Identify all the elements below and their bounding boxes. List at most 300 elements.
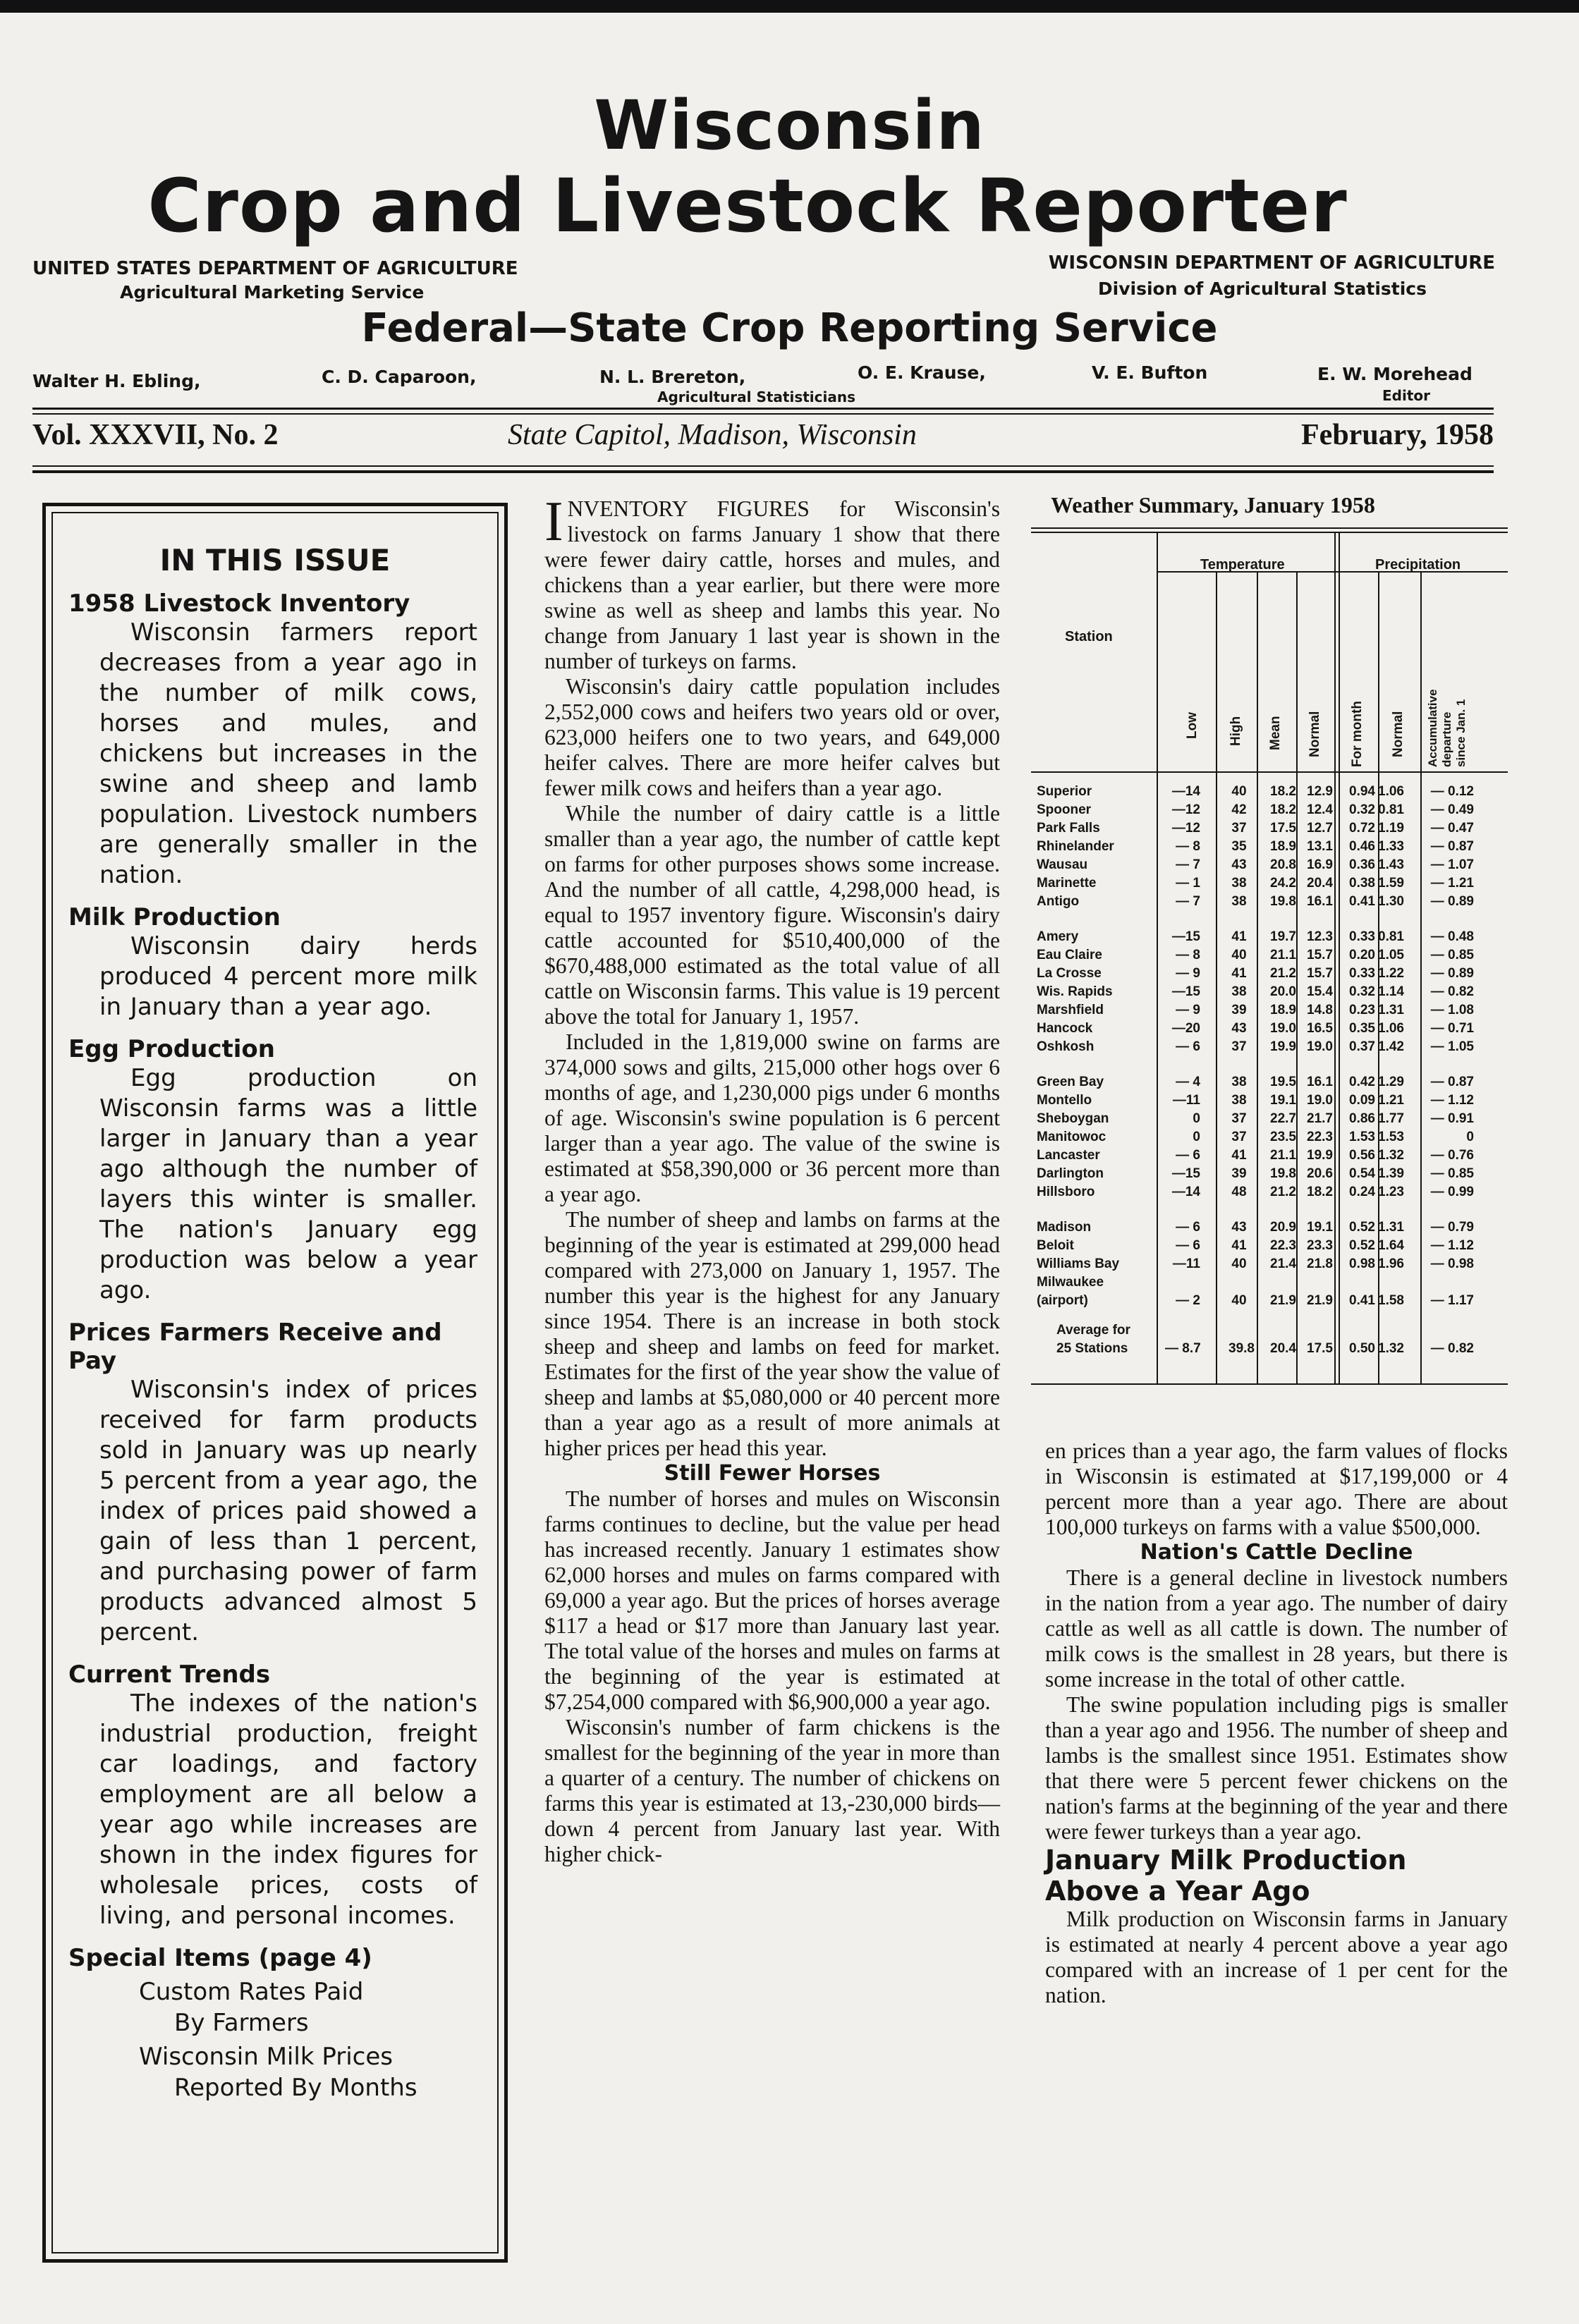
- precip-normal: 1.53: [1378, 1130, 1404, 1144]
- precip-normal: 1.14: [1378, 984, 1404, 999]
- temp-low: 0: [1193, 1130, 1200, 1144]
- temp-high: 37: [1231, 1130, 1247, 1144]
- staff-caparoon: C. D. Caparoon,: [322, 367, 477, 387]
- temp-high: 39: [1231, 1166, 1247, 1181]
- in-this-issue-box: [42, 503, 508, 2263]
- temp-normal: 15.7: [1307, 966, 1333, 981]
- weather-row: [1031, 819, 1508, 838]
- issue-heading-special: Special Items (page 4): [68, 1944, 372, 1972]
- ws-rule: [1031, 771, 1508, 773]
- temp-high: 48: [1231, 1185, 1247, 1199]
- precip-normal: 1.31: [1378, 1220, 1404, 1235]
- header-precipitation: Precipitation: [1375, 557, 1461, 573]
- temp-low: —14: [1171, 784, 1200, 799]
- precip-normal: 1.58: [1378, 1293, 1404, 1308]
- temp-mean: 23.5: [1270, 1130, 1296, 1144]
- station-name: Eau Claire: [1037, 948, 1102, 962]
- precip-month: 0.41: [1349, 1293, 1375, 1308]
- special-item-1: Custom Rates Paid: [139, 1978, 364, 2006]
- precip-month: 0.46: [1349, 839, 1375, 854]
- weather-row: [1031, 1165, 1508, 1183]
- article-paragraph-milk: Milk production on Wisconsin farms in January is estimated at nearly 4 percent above a year ago compared with an increase of 1 per cent for the nation.: [1045, 1907, 1508, 2007]
- header-high: High: [1229, 716, 1243, 746]
- station-name: Rhinelander: [1037, 839, 1114, 854]
- weather-row: [1031, 1146, 1508, 1165]
- temp-high: 38: [1231, 876, 1247, 891]
- station-name: Madison: [1037, 1220, 1092, 1235]
- ws-rule: [1031, 1383, 1508, 1385]
- precip-departure: — 0.48: [1430, 929, 1474, 944]
- article-paragraph-flock-values: en prices than a year ago, the farm values of flocks in Wisconsin is estimated at $17,199,000 or 4 percent more than a year ago. There are about 100,000 turkeys on farms with a value $500,000.: [1045, 1438, 1508, 1539]
- masthead-rule-bottom: [32, 470, 1494, 473]
- temp-mean: 19.7: [1270, 929, 1296, 944]
- precip-normal: 1.64: [1378, 1238, 1404, 1253]
- header-for-month: For month: [1350, 701, 1365, 767]
- precip-month: 0.23: [1349, 1003, 1375, 1017]
- station-name: Park Falls: [1037, 821, 1100, 836]
- average-row: [1031, 1340, 1508, 1358]
- temp-normal: 15.4: [1307, 984, 1333, 999]
- weather-row: [1031, 928, 1508, 946]
- weather-row: [1031, 1091, 1508, 1110]
- temp-high: 35: [1231, 839, 1247, 854]
- precip-departure: — 0.79: [1430, 1220, 1474, 1235]
- station-name: La Crosse: [1037, 966, 1102, 981]
- precip-normal: 1.30: [1378, 894, 1404, 909]
- issue-heading-egg: Egg Production: [68, 1035, 275, 1063]
- station-name: Manitowoc: [1037, 1130, 1106, 1144]
- temp-mean: 20.0: [1270, 984, 1296, 999]
- precip-month: 0.32: [1349, 984, 1375, 999]
- average-label-row: [1031, 1321, 1508, 1340]
- precip-departure: — 0.87: [1430, 1075, 1474, 1089]
- temp-high: 42: [1231, 802, 1247, 817]
- precip-month: 0.36: [1349, 857, 1375, 872]
- temp-mean: 21.9: [1270, 1293, 1296, 1308]
- temp-low: — 8: [1176, 948, 1200, 962]
- temp-high: 38: [1231, 1093, 1247, 1108]
- header-precip-normal: Normal: [1391, 711, 1406, 757]
- precip-departure: — 0.76: [1430, 1148, 1474, 1163]
- weather-row: [1031, 965, 1508, 983]
- precip-month: 0.20: [1349, 948, 1375, 962]
- precip-month: 0.86: [1349, 1111, 1375, 1126]
- subhead-horses: Still Fewer Horses: [664, 1461, 881, 1486]
- in-this-issue-title: IN THIS ISSUE: [159, 543, 391, 577]
- header-departure: departure: [1440, 711, 1453, 767]
- wda-label: WISCONSIN DEPARTMENT OF AGRICULTURE: [1048, 252, 1495, 274]
- temp-normal: 12.9: [1307, 784, 1333, 799]
- special-item-4: Reported By Months: [174, 2074, 417, 2102]
- weather-row: [1031, 893, 1508, 911]
- average-precip-normal: 1.32: [1378, 1341, 1404, 1356]
- precip-normal: 1.59: [1378, 876, 1404, 891]
- temp-low: — 6: [1176, 1039, 1200, 1054]
- temp-mean: 19.0: [1270, 1021, 1296, 1036]
- staff-bufton: V. E. Bufton: [1092, 362, 1208, 383]
- temp-low: —12: [1171, 802, 1200, 817]
- temp-high: 40: [1231, 1256, 1247, 1271]
- temp-normal: 23.3: [1307, 1238, 1333, 1253]
- average-precip-departure: — 0.82: [1430, 1341, 1474, 1356]
- temp-normal: 13.1: [1307, 839, 1333, 854]
- precip-month: 0.33: [1349, 966, 1375, 981]
- top-edge-bar: [0, 0, 1579, 13]
- temp-low: —11: [1172, 1093, 1200, 1108]
- precip-month: 0.98: [1349, 1256, 1375, 1271]
- temp-normal: 12.7: [1307, 821, 1333, 836]
- in-this-issue-content: [68, 589, 477, 2103]
- weather-row: [1031, 1255, 1508, 1273]
- average-station-name: 25 Stations: [1056, 1341, 1128, 1356]
- average-label: Average for: [1056, 1323, 1130, 1338]
- temp-low: —15: [1171, 984, 1200, 999]
- subhead-nation-cattle: Nation's Cattle Decline: [1140, 1540, 1413, 1565]
- article-paragraph-chickens: Wisconsin's number of farm chickens is the smallest for the beginning of the year in more than a quarter of a century. The number of chickens on farms this year is estimated at 13,-230,000 birds—down 4 percent from January last year. With higher chick-: [544, 1715, 1000, 1866]
- station-name: Beloit: [1037, 1238, 1074, 1253]
- temp-high: 38: [1231, 894, 1247, 909]
- precip-departure: — 1.17: [1430, 1293, 1474, 1308]
- temp-high: 41: [1231, 1238, 1247, 1253]
- station-name: Marinette: [1037, 876, 1097, 891]
- precip-normal: 1.06: [1378, 1021, 1404, 1036]
- temp-high: 38: [1231, 1075, 1247, 1089]
- temp-mean: 20.9: [1270, 1220, 1296, 1235]
- temp-high: 37: [1231, 821, 1247, 836]
- temp-high: 39: [1231, 1003, 1247, 1017]
- precip-month: 0.54: [1349, 1166, 1375, 1181]
- precip-departure: — 0.85: [1430, 948, 1474, 962]
- temp-normal: 12.4: [1307, 802, 1333, 817]
- temp-low: — 6: [1176, 1220, 1200, 1235]
- temp-normal: 16.1: [1307, 1075, 1333, 1089]
- precip-month: 1.53: [1349, 1130, 1375, 1144]
- station-name: Milwaukee: [1037, 1275, 1104, 1290]
- precip-normal: 1.06: [1378, 784, 1404, 799]
- issue-text-egg: Egg production on Wisconsin farms was a little larger in January than a year ago although the number of layers this winter is smaller. The nation's January egg production was below a year ago.: [99, 1064, 477, 1304]
- temp-normal: 20.6: [1307, 1166, 1333, 1181]
- precip-normal: 1.33: [1378, 839, 1404, 854]
- temp-low: — 7: [1176, 894, 1200, 909]
- staff-brereton: N. L. Brereton,: [599, 367, 746, 387]
- weather-row: [1031, 1020, 1508, 1038]
- temp-mean: 19.5: [1270, 1075, 1296, 1089]
- issue-date: February, 1958: [1301, 419, 1494, 451]
- weather-row: [1031, 1237, 1508, 1255]
- temp-low: —15: [1171, 1166, 1200, 1181]
- staff-morehead: E. W. Morehead: [1317, 364, 1473, 384]
- precip-normal: 0.81: [1378, 929, 1404, 944]
- station-name: Hancock: [1037, 1021, 1093, 1036]
- temp-high: 43: [1231, 1220, 1247, 1235]
- station-name: Wausau: [1037, 857, 1088, 872]
- station-name: Williams Bay: [1037, 1256, 1120, 1271]
- issue-text-trends: The indexes of the nation's industrial production, freight car loadings, and factory employment are all below a year ago while increases are shown in the index figures for wholesale prices, costs of living, and personal incomes.: [99, 1689, 477, 1930]
- precip-normal: 1.42: [1378, 1039, 1404, 1054]
- weather-row: [1031, 1128, 1508, 1146]
- precip-month: 0.38: [1349, 876, 1375, 891]
- weather-row: [1031, 801, 1508, 819]
- temp-normal: 19.9: [1307, 1148, 1333, 1163]
- temp-normal: 21.8: [1307, 1256, 1333, 1271]
- temp-mean: 21.2: [1270, 1185, 1296, 1199]
- temp-mean: 18.9: [1270, 839, 1296, 854]
- volume-number: Vol. XXXVII, No. 2: [32, 419, 279, 451]
- precip-departure: — 1.21: [1430, 876, 1474, 891]
- header-low: Low: [1185, 712, 1200, 739]
- temp-high: 41: [1231, 1148, 1247, 1163]
- temp-mean: 19.8: [1270, 1166, 1296, 1181]
- precip-normal: 1.29: [1378, 1075, 1404, 1089]
- masthead-rule-top-thin: [32, 413, 1494, 415]
- temp-mean: 24.2: [1270, 876, 1296, 891]
- temp-mean: 20.8: [1270, 857, 1296, 872]
- temp-mean: 19.1: [1270, 1093, 1296, 1108]
- temp-mean: 21.1: [1270, 1148, 1296, 1163]
- publication-location: State Capitol, Madison, Wisconsin: [508, 419, 917, 451]
- issue-text-milk: Wisconsin dairy herds produced 4 percent more milk in January than a year ago.: [99, 932, 477, 1021]
- precip-departure: — 1.08: [1430, 1003, 1474, 1017]
- precip-normal: 1.21: [1378, 1093, 1404, 1108]
- temp-mean: 18.2: [1270, 802, 1296, 817]
- temp-normal: 19.0: [1307, 1039, 1333, 1054]
- temp-normal: 15.7: [1307, 948, 1333, 962]
- article-paragraph-nation-2: The swine population including pigs is smaller than a year ago and 1956. The number of sheep and lambs is the smallest since 1951. Estimates show that there were 5 percent fewer chickens on the nation's farms at the beginning of the year and there were fewer turkeys than a year ago.: [1045, 1692, 1508, 1844]
- temp-normal: 16.9: [1307, 857, 1333, 872]
- temp-mean: 18.2: [1270, 784, 1296, 799]
- header-accumulative: Accumulative: [1426, 689, 1439, 767]
- temp-high: 40: [1231, 784, 1247, 799]
- station-name: Lancaster: [1037, 1148, 1100, 1163]
- precip-normal: 1.39: [1378, 1166, 1404, 1181]
- masthead-title-line2: Crop and Livestock Reporter: [147, 163, 1348, 249]
- issue-heading-trends: Current Trends: [68, 1661, 271, 1689]
- precip-month: 0.52: [1349, 1220, 1375, 1235]
- precip-month: 0.56: [1349, 1148, 1375, 1163]
- weather-row: [1031, 1110, 1508, 1128]
- temp-mean: 19.9: [1270, 1039, 1296, 1054]
- precip-normal: 1.23: [1378, 1185, 1404, 1199]
- temp-mean: 22.7: [1270, 1111, 1296, 1126]
- average-temp-low: — 8.7: [1165, 1341, 1201, 1356]
- article-paragraph-swine: Included in the 1,819,000 swine on farms are 374,000 sows and gilts, 215,000 other hogs over 6 months of age, and 1,230,000 pigs under 6 months of age. Wisconsin's swine population is 6 percent larger than a year ago. The value of the swine is estimated at $58,390,000 or 36 percent more than a year ago.: [544, 1029, 1000, 1206]
- precip-departure: — 1.07: [1430, 857, 1474, 872]
- precip-normal: 1.32: [1378, 1148, 1404, 1163]
- precip-normal: 1.43: [1378, 857, 1404, 872]
- temp-mean: 22.3: [1270, 1238, 1296, 1253]
- precip-departure: — 0.71: [1430, 1021, 1474, 1036]
- issue-heading-prices: Prices Farmers Receive and Pay: [68, 1319, 442, 1375]
- average-precip-month: 0.50: [1349, 1341, 1375, 1356]
- weather-row: [1031, 783, 1508, 801]
- station-name: Green Bay: [1037, 1075, 1104, 1089]
- temp-low: — 6: [1176, 1148, 1200, 1163]
- station-name: Superior: [1037, 784, 1092, 799]
- article-paragraph-dairy: Wisconsin's dairy cattle population includes 2,552,000 cows and heifers two years old or over, 623,000 heifers one to two years, and 649,000 heifer calves. There are more heifer calves but fewer milk cows and heifers than a year ago.: [544, 674, 1000, 800]
- division-label: Division of Agricultural Statistics: [1097, 279, 1427, 299]
- ams-label: Agricultural Marketing Service: [120, 282, 425, 302]
- weather-summary-title: Weather Summary, January 1958: [1051, 492, 1375, 518]
- staff-ebling: Walter H. Ebling,: [32, 371, 201, 391]
- editor-label: Editor: [1382, 387, 1430, 404]
- precip-month: 0.72: [1349, 821, 1375, 836]
- station-name: (airport): [1037, 1293, 1088, 1308]
- temp-normal: 19.1: [1307, 1220, 1333, 1235]
- intro-text: NVENTORY FIGURES for Wisconsin's livestock on farms January 1 show that there were fewer dairy cattle, horses and mules, and chickens than a year earlier, but there were more swine as well as sheep and lambs this year. No change from January 1 last year is shown in the number of turkeys on farms.: [544, 496, 1000, 673]
- article-middle-column: [544, 491, 1000, 1867]
- station-name: Marshfield: [1037, 1003, 1104, 1017]
- temp-normal: 19.0: [1307, 1093, 1333, 1108]
- precip-departure: — 0.99: [1430, 1185, 1474, 1199]
- precip-month: 0.32: [1349, 802, 1375, 817]
- temp-low: — 9: [1176, 966, 1200, 981]
- weather-row: [1031, 983, 1508, 1001]
- precip-month: 0.33: [1349, 929, 1375, 944]
- precip-departure: — 0.82: [1430, 984, 1474, 999]
- weather-row: [1031, 874, 1508, 893]
- precip-departure: — 0.89: [1430, 894, 1474, 909]
- station-name: Wis. Rapids: [1037, 984, 1113, 999]
- header-since-jan: since Jan. 1: [1454, 699, 1468, 767]
- article-paragraph-nation-1: There is a general decline in livestock numbers in the nation from a year ago. The number of dairy cattle as well as all cattle is down. The number of milk cows is the smallest in 28 years, but there is some increase in the total of other cattle.: [1045, 1565, 1508, 1692]
- station-name: Antigo: [1037, 894, 1080, 909]
- temp-low: — 1: [1176, 876, 1200, 891]
- precip-normal: 1.19: [1378, 821, 1404, 836]
- precip-normal: 1.31: [1378, 1003, 1404, 1017]
- temp-normal: 20.4: [1307, 876, 1333, 891]
- average-temp-normal: 17.5: [1307, 1341, 1333, 1356]
- temp-high: 38: [1231, 984, 1247, 999]
- precip-departure: — 0.85: [1430, 1166, 1474, 1181]
- temp-high: 40: [1231, 948, 1247, 962]
- precip-normal: 0.81: [1378, 802, 1404, 817]
- precip-month: 0.09: [1349, 1093, 1375, 1108]
- station-name: Oshkosh: [1037, 1039, 1095, 1054]
- weather-row: [1031, 1273, 1508, 1292]
- weather-row: [1031, 838, 1508, 856]
- temp-low: —11: [1172, 1256, 1200, 1271]
- issue-text-prices: Wisconsin's index of prices received for farm products sold in January was up nearly 5 percent from a year ago, the index of prices paid showed a gain of less than 1 percent, and purchasing power of farm products advanced almost 5 percent.: [99, 1376, 477, 1646]
- precip-departure: — 0.87: [1430, 839, 1474, 854]
- precip-month: 0.37: [1349, 1039, 1375, 1054]
- weather-row: [1031, 1001, 1508, 1020]
- temp-low: —15: [1171, 929, 1200, 944]
- temp-low: — 8: [1176, 839, 1200, 854]
- weather-row: [1031, 1038, 1508, 1056]
- temp-low: — 9: [1176, 1003, 1200, 1017]
- precip-month: 0.94: [1349, 784, 1375, 799]
- dropcap-letter: I: [544, 491, 563, 553]
- temp-mean: 19.8: [1270, 894, 1296, 909]
- weather-row: [1031, 1073, 1508, 1091]
- precip-departure: — 1.12: [1430, 1238, 1474, 1253]
- temp-normal: 21.9: [1307, 1293, 1333, 1308]
- staff-krause: O. E. Krause,: [858, 362, 986, 383]
- article-paragraph-intro: [544, 491, 1000, 674]
- issue-text-livestock: Wisconsin farmers report decreases from a year ago in the number of milk cows, horses and mules, and chickens but increases in the swine and sheep and lamb population. Livestock numbers are generally smaller in the nation.: [99, 618, 477, 889]
- special-item-3: Wisconsin Milk Prices: [139, 2043, 393, 2071]
- temp-high: 37: [1231, 1039, 1247, 1054]
- temp-mean: 21.2: [1270, 966, 1296, 981]
- temp-low: —20: [1171, 1021, 1200, 1036]
- temp-low: — 2: [1176, 1293, 1200, 1308]
- temp-mean: 21.4: [1270, 1256, 1296, 1271]
- precip-normal: 1.05: [1378, 948, 1404, 962]
- weather-row: [1031, 1292, 1508, 1310]
- average-temp-mean: 20.4: [1270, 1341, 1296, 1356]
- temp-mean: 21.1: [1270, 948, 1296, 962]
- precip-departure: — 0.89: [1430, 966, 1474, 981]
- temp-normal: 22.3: [1307, 1130, 1333, 1144]
- station-name: Hillsboro: [1037, 1185, 1095, 1199]
- article-paragraph-sheep: The number of sheep and lambs on farms at the beginning of the year is estimated at 299,000 head compared with 273,000 on January 1, 1957. The number this year is the highest for any January since 1954. There is an increase in both stock sheep and sheep and lambs on feed for market. Estimates for the first of the year show the value of sheep and lambs at $5,080,000 or 40 percent more than a year ago as a result of more animals at higher prices per head this year.: [544, 1207, 1000, 1460]
- precip-departure: — 1.12: [1430, 1093, 1474, 1108]
- temp-normal: 18.2: [1307, 1185, 1333, 1199]
- masthead-rule-top: [32, 408, 1494, 410]
- usda-label: UNITED STATES DEPARTMENT OF AGRICULTURE: [32, 258, 518, 279]
- article-paragraph-cattle: While the number of dairy cattle is a little smaller than a year ago, the number of cattle kept on farms for other purposes shows some increase. And the number of all cattle, 4,298,000 head, is equal to 1957 inventory figure. Wisconsin's dairy cattle accounted for $510,400,000 of the $670,488,000 estimated as the total value of all cattle on Wisconsin farms. This value is 19 percent above the total for January 1, 1957.: [544, 801, 1000, 1029]
- precip-normal: 1.96: [1378, 1256, 1404, 1271]
- temp-high: 41: [1231, 929, 1247, 944]
- precip-month: 0.42: [1349, 1075, 1375, 1089]
- station-name: Darlington: [1037, 1166, 1104, 1181]
- precip-departure: — 0.98: [1430, 1256, 1474, 1271]
- header-normal: Normal: [1307, 711, 1322, 757]
- article-paragraph-horses: The number of horses and mules on Wisconsin farms continues to decline, but the value per head has increased recently. January 1 estimates show 62,000 horses and mules on farms compared with 69,000 a year ago. But the prices of horses average $117 a head or $17 more than January last year. The total value of the horses and mules on farms at the beginning of the year is estimated at $7,254,000 compared with $6,900,000 a year ago.: [544, 1486, 1000, 1714]
- temp-normal: 14.8: [1307, 1003, 1333, 1017]
- weather-row: [1031, 856, 1508, 874]
- precip-month: 0.24: [1349, 1185, 1375, 1199]
- temp-high: 43: [1231, 857, 1247, 872]
- article-right-column: [1045, 1438, 1508, 2008]
- header-temperature: Temperature: [1200, 557, 1285, 573]
- station-name: Montello: [1037, 1093, 1092, 1108]
- weather-row: [1031, 1183, 1508, 1201]
- temp-high: 43: [1231, 1021, 1247, 1036]
- precip-month: 0.52: [1349, 1238, 1375, 1253]
- temp-low: —12: [1171, 821, 1200, 836]
- temp-high: 37: [1231, 1111, 1247, 1126]
- statisticians-label: Agricultural Statisticians: [657, 389, 855, 405]
- masthead-title-line1: Wisconsin: [594, 86, 985, 165]
- ws-rule: [1031, 527, 1508, 529]
- temp-low: — 7: [1176, 857, 1200, 872]
- temp-high: 40: [1231, 1293, 1247, 1308]
- temp-normal: 16.5: [1307, 1021, 1333, 1036]
- average-temp-high: 39.8: [1229, 1341, 1255, 1356]
- temp-high: 41: [1231, 966, 1247, 981]
- temp-low: — 4: [1176, 1075, 1200, 1089]
- precip-normal: 1.77: [1378, 1111, 1404, 1126]
- precip-departure: — 0.49: [1430, 802, 1474, 817]
- precip-month: 0.41: [1349, 894, 1375, 909]
- issue-heading-livestock: 1958 Livestock Inventory: [68, 589, 410, 618]
- precip-departure: — 0.47: [1430, 821, 1474, 836]
- precip-normal: 1.22: [1378, 966, 1404, 981]
- temp-normal: 21.7: [1307, 1111, 1333, 1126]
- service-title: Federal—State Crop Reporting Service: [361, 305, 1218, 351]
- station-name: Sheboygan: [1037, 1111, 1109, 1126]
- issue-heading-milk: Milk Production: [68, 903, 281, 931]
- weather-row: [1031, 1218, 1508, 1237]
- ws-rule: [1031, 532, 1508, 533]
- temp-mean: 18.9: [1270, 1003, 1296, 1017]
- temp-normal: 16.1: [1307, 894, 1333, 909]
- temp-low: — 6: [1176, 1238, 1200, 1253]
- precip-departure: 0: [1466, 1130, 1474, 1144]
- precip-departure: — 0.12: [1430, 784, 1474, 799]
- precip-month: 0.35: [1349, 1021, 1375, 1036]
